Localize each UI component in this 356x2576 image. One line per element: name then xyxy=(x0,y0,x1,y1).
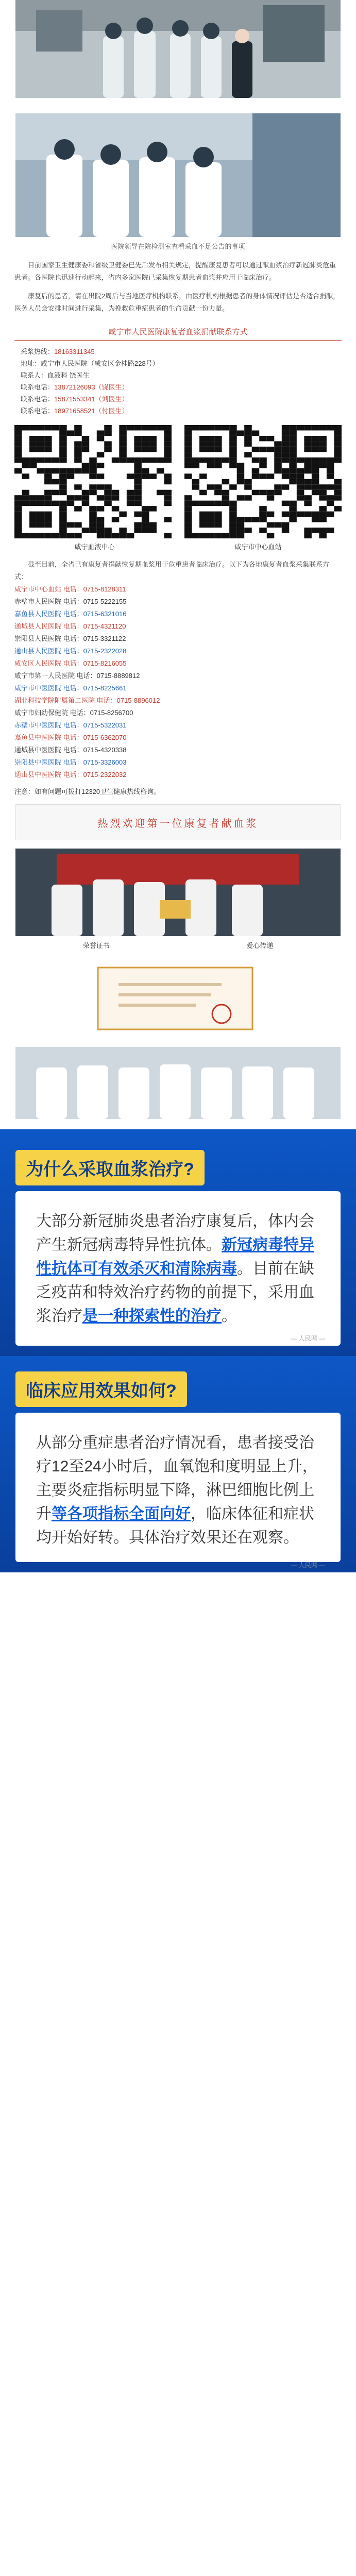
source-tag: — 人民网 — xyxy=(291,1335,325,1342)
contact-value: 咸宁市人民医院（咸安区金桂路228号） xyxy=(41,360,159,367)
qr-code-left[interactable] xyxy=(14,425,172,538)
contact-row xyxy=(21,358,335,369)
contact-row xyxy=(21,405,335,417)
qa-text: 。目前在缺乏疫苗和特效治疗药物的前提下，采用血浆治疗 xyxy=(36,1260,314,1325)
qa-title-2: 临床应用效果如何? xyxy=(15,1371,187,1407)
certificate-icon xyxy=(15,957,341,1040)
list-item: 咸宁市妇幼保健院 电话：0715-8256700 xyxy=(14,709,133,717)
contact-value: 血液科 饶医生 xyxy=(47,371,90,379)
contact-row xyxy=(21,369,335,381)
qa-text: 大部分新冠肺炎患者治疗康复后，体内会产生新冠病毒特异性抗体。 xyxy=(36,1213,314,1253)
qr-code-right[interactable] xyxy=(184,425,342,538)
contact-heading-text: 咸宁市人民医院康复者血浆捐献联系方式 xyxy=(108,328,248,336)
qr-codes xyxy=(14,425,342,538)
list-item: 通城县人民医院 电话：0715-4321120 xyxy=(14,622,126,630)
list-item: 咸宁市第一人民医院 电话：0715-8889812 xyxy=(14,672,140,680)
qa-emphasis: 是一种探索性的治疗 xyxy=(82,1308,222,1325)
qa-text: ，临床体征和症状均开始好转。具体治疗效果还在观察。 xyxy=(36,1505,314,1546)
qa-section-2 xyxy=(0,1356,356,1572)
contact-row xyxy=(21,346,335,358)
list-item: 咸安区人民医院 电话：0715-8216055 xyxy=(14,659,127,667)
list-item: 嘉鱼县人民医院 电话：0715-6321016 xyxy=(14,610,127,618)
sign-text: 热烈欢迎第一位康复者献血浆 xyxy=(97,818,259,829)
contact-row xyxy=(21,393,335,405)
qr-code-icon xyxy=(184,425,342,538)
contact-label: 联系电话： xyxy=(21,383,55,391)
cert-caption: 爱心传递 xyxy=(246,942,274,950)
cert-captions xyxy=(14,940,342,950)
contact-info xyxy=(21,346,335,417)
group-photo-image xyxy=(15,849,341,936)
qa-emphasis: 等各项指标全面向好 xyxy=(52,1505,191,1522)
contact-label: 采浆热线： xyxy=(21,348,55,355)
source-tag: — 人民网 — xyxy=(291,1562,325,1569)
intro-paragraph-1: 目前国家卫生健康委和省级卫健委已先后发布相关规定，提醒康复患者可以通过献血浆治疗新冠肺炎危重患者。各医院也迅速行动起来，省内多家医院已采集恢复期患者血浆并应用于临床治疗。 xyxy=(14,261,336,281)
group-photo-2 xyxy=(15,1047,341,1119)
contact-heading xyxy=(0,326,356,337)
contact-row xyxy=(21,381,335,393)
list-item: 嘉鱼县中医医院 电话：0715-6362070 xyxy=(14,734,127,741)
qr-caption: 咸宁血液中心 xyxy=(74,543,115,551)
contact-label: 联系人： xyxy=(21,371,48,379)
intro-paragraph-2: 康复后的患者，请在出院2周后与当地医疗机构联系，由医疗机构根据患者的身体情况评估是否适合捐献，医务人员会安排时间进行采集，为挽救危重症患者的生命贡献一份力量。 xyxy=(14,292,340,312)
contact-value[interactable]: 18163311345 xyxy=(54,348,95,355)
note-text: 注意：如有问题可拨打12320卫生健康热线咨询。 xyxy=(14,788,161,795)
hospital-list xyxy=(14,583,342,781)
qa-emphasis: 新冠病毒特异性抗体可有效杀灭和清除病毒 xyxy=(36,1236,314,1277)
qr-captions xyxy=(14,541,342,551)
photo-lab xyxy=(15,113,341,237)
list-item: 通城县中医医院 电话：0715-4320338 xyxy=(14,746,127,754)
list-intro: 截至目前，全省已有康复者捐献恢复期血浆用于危重患者临床治疗。以下为各地康复者血浆采集联系方式： xyxy=(14,561,330,581)
qa-section-1 xyxy=(0,1129,356,1356)
contact-label: 地址： xyxy=(21,360,41,367)
list-item: 通山县中医医院 电话：0715-2322032 xyxy=(14,771,127,778)
cert-caption: 荣誉证书 xyxy=(82,942,110,950)
qa-card-2 xyxy=(15,1413,341,1562)
contact-value[interactable]: 18971658521（付医生） xyxy=(54,407,129,415)
group-photo-1 xyxy=(15,849,341,936)
list-item: 赤壁市中医医院 电话：0715-5322031 xyxy=(14,721,127,729)
list-item: 崇阳县中医医院 电话：0715-3326003 xyxy=(14,758,127,766)
photo-caption: 医院领导在院检测室查看采血不足公告的事项 xyxy=(111,243,245,250)
inspection-photo-image xyxy=(15,0,341,98)
qa-title-1: 为什么采取血浆治疗? xyxy=(15,1150,205,1185)
list-item: 赤壁市人民医院 电话：0715-5222155 xyxy=(14,598,127,605)
qa-text: 。 xyxy=(222,1308,237,1325)
contact-value[interactable]: 13872126093（饶医生） xyxy=(54,383,129,391)
divider xyxy=(14,340,342,341)
list-item: 湖北科技学院附属第二医院 电话：0715-8896012 xyxy=(14,697,160,704)
list-item: 咸宁市中医医院 电话：0715-8225661 xyxy=(14,684,127,692)
lab-photo-image xyxy=(15,113,341,237)
qa-text: 从部分重症患者治疗情况看，患者接受治疗12至24小时后，血氧饱和度明显上升，主要炎症指标明显下降，淋巴细胞比例上升 xyxy=(36,1434,318,1522)
contact-label: 联系电话： xyxy=(21,395,55,403)
qr-code-icon xyxy=(14,425,172,538)
sign-image xyxy=(15,804,341,840)
list-item: 崇阳县人民医院 电话：0715-3321122 xyxy=(14,635,126,642)
certificate-image xyxy=(15,957,341,1040)
qr-caption: 咸宁市中心血站 xyxy=(234,543,282,551)
group-photo-image xyxy=(15,1047,341,1119)
contact-value[interactable]: 15871553341（刘医生） xyxy=(54,395,129,403)
contact-label: 联系电话： xyxy=(21,407,55,415)
photo-inspection xyxy=(15,0,341,98)
qa-card-1 xyxy=(15,1191,341,1346)
list-item: 咸宁市中心血站 电话：0715-8128311 xyxy=(14,585,126,593)
list-item: 通山县人民医院 电话：0715-2322028 xyxy=(14,647,127,655)
